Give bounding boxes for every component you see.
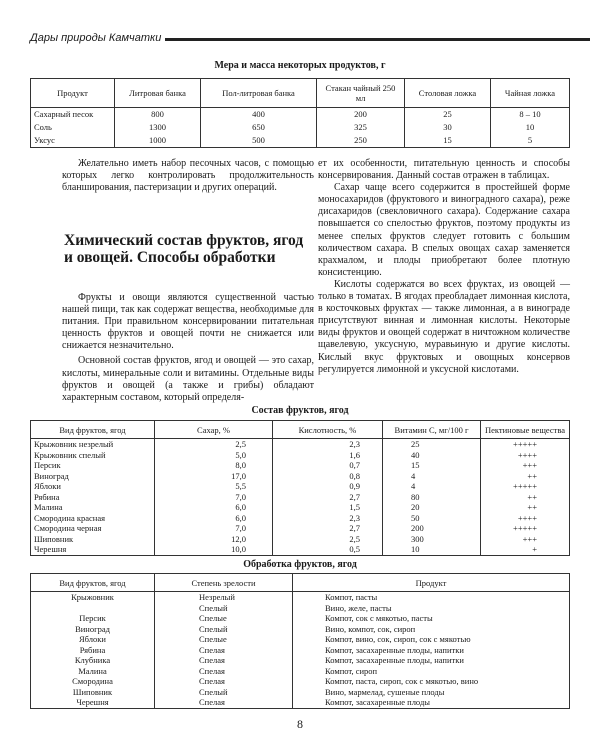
column-header: Продукт bbox=[31, 79, 115, 108]
table-cell: Виноград bbox=[31, 624, 155, 635]
table-cell: Крыжовник bbox=[31, 592, 155, 603]
table-row bbox=[31, 645, 570, 656]
table-row bbox=[31, 634, 570, 645]
table-row bbox=[31, 450, 570, 461]
table-cell bbox=[31, 603, 155, 614]
table-cell: 200 bbox=[383, 523, 481, 534]
table-cell: 200 bbox=[317, 108, 405, 122]
table-cell: Уксус bbox=[31, 134, 115, 148]
table-cell: 300 bbox=[383, 534, 481, 545]
table-cell: Смородина черная bbox=[31, 523, 155, 534]
table-cell: Спелая bbox=[155, 697, 293, 708]
table-cell: 7,0 bbox=[155, 523, 273, 534]
table-row bbox=[31, 676, 570, 687]
table-cell: 1300 bbox=[115, 121, 201, 134]
paragraph: Сахар чаще всего содержится в простейшей форме моносахаридов (фруктового и виноградного сахара), реже дисахаридов (свекловичного сахара). Содержание сахара повышается со спелостью фруктов, поэтому продукты из менее спелых фруктов следует готовить с большим количеством сахара. В спелых овощах сахар заменяется крахмалом, и плоды приобретают более плотную консистенцию. bbox=[318, 182, 570, 278]
table-cell: Шиповник bbox=[31, 687, 155, 698]
table-cell: 6,0 bbox=[155, 502, 273, 513]
table-cell: 1,5 bbox=[273, 502, 383, 513]
left-column-lower bbox=[62, 292, 314, 404]
table-row bbox=[31, 134, 570, 148]
table-row bbox=[31, 544, 570, 555]
table-cell: 2,7 bbox=[273, 523, 383, 534]
table-cell: 2,7 bbox=[273, 492, 383, 503]
table-cell: 8 – 10 bbox=[491, 108, 570, 122]
column-header: Литровая банка bbox=[115, 79, 201, 108]
table-cell: 325 bbox=[317, 121, 405, 134]
table-cell: 40 bbox=[383, 450, 481, 461]
table-cell: 15 bbox=[405, 134, 491, 148]
table-row bbox=[31, 121, 570, 134]
table-cell: 250 bbox=[317, 134, 405, 148]
table-cell: Виноград bbox=[31, 471, 155, 482]
table-row bbox=[31, 666, 570, 677]
table-cell: Спелый bbox=[155, 624, 293, 635]
table-cell: Спелый bbox=[155, 687, 293, 698]
column-header: Вид фруктов, ягод bbox=[31, 574, 155, 592]
table-cell: +++++ bbox=[481, 523, 570, 534]
right-column bbox=[318, 158, 570, 376]
table-cell: Спелые bbox=[155, 634, 293, 645]
table-cell: Компот, пасты bbox=[293, 592, 570, 603]
table-cell: 0,8 bbox=[273, 471, 383, 482]
table-cell: Компот, засахаренные плоды, напитки bbox=[293, 645, 570, 656]
table-cell: 500 bbox=[201, 134, 317, 148]
table-cell: 20 bbox=[383, 502, 481, 513]
column-header: Вид фруктов, ягод bbox=[31, 421, 155, 439]
table-cell: Малина bbox=[31, 502, 155, 513]
table-row bbox=[31, 481, 570, 492]
table-row bbox=[31, 603, 570, 614]
column-header: Продукт bbox=[293, 574, 570, 592]
table-row bbox=[31, 492, 570, 503]
running-header bbox=[30, 34, 590, 48]
table-cell: 6,0 bbox=[155, 513, 273, 524]
table-cell: 17,0 bbox=[155, 471, 273, 482]
table-cell: 25 bbox=[405, 108, 491, 122]
table-cell: 7,0 bbox=[155, 492, 273, 503]
table-row bbox=[31, 513, 570, 524]
table-cell: 10 bbox=[383, 544, 481, 555]
table-cell: Яблоки bbox=[31, 481, 155, 492]
table-row bbox=[31, 697, 570, 708]
column-header: Сахар, % bbox=[155, 421, 273, 439]
table-cell: Компот, паста, сироп, сок с мякотью, вино bbox=[293, 676, 570, 687]
table-row bbox=[31, 471, 570, 482]
table-cell: ++ bbox=[481, 492, 570, 503]
table-cell: Спелая bbox=[155, 655, 293, 666]
table-cell: 800 bbox=[115, 108, 201, 122]
table-row bbox=[31, 592, 570, 603]
table-cell: Крыжовник спелый bbox=[31, 450, 155, 461]
table-cell: Спелый bbox=[155, 603, 293, 614]
paragraph: Желательно иметь набор песочных часов, с помощью которых легко контролировать продолжительность бланширования, пастеризации и других операций. bbox=[62, 158, 314, 194]
table-cell: +++++ bbox=[481, 439, 570, 450]
table-cell: 1000 bbox=[115, 134, 201, 148]
table-cell: Смородина красная bbox=[31, 513, 155, 524]
table-cell: Компот, сок с мякотью, пасты bbox=[293, 613, 570, 624]
table-cell: Рябина bbox=[31, 492, 155, 503]
table-cell: Вино, желе, пасты bbox=[293, 603, 570, 614]
table-cell: Яблоки bbox=[31, 634, 155, 645]
table-row bbox=[31, 534, 570, 545]
table-cell: + bbox=[481, 544, 570, 555]
table-cell: ++ bbox=[481, 471, 570, 482]
table-row bbox=[31, 439, 570, 450]
header-rule bbox=[148, 38, 590, 41]
section-title: Химический состав фруктов, ягод и овощей. Способы обработки bbox=[64, 232, 304, 266]
table-row bbox=[31, 624, 570, 635]
table-cell: Смородина bbox=[31, 676, 155, 687]
composition-table bbox=[30, 420, 570, 556]
paragraph: ет их особенности, питательную ценность и способы консервирования. Данный состав отражен в таблицах. bbox=[318, 158, 570, 182]
column-header: Пол-литровая банка bbox=[201, 79, 317, 108]
paragraph: Фрукты и овощи являются существенной частью нашей пищи, так как содержат вещества, необходимые для питания. При правильном консервировании питательная ценность фруктов и овощей почти не снижается или снижается незначительно. bbox=[62, 292, 314, 352]
table-cell: ++++ bbox=[481, 513, 570, 524]
column-header: Стакан чайный 250 мл bbox=[317, 79, 405, 108]
table-cell: 2,5 bbox=[273, 534, 383, 545]
table-cell: 0,5 bbox=[273, 544, 383, 555]
table-cell: 15 bbox=[383, 460, 481, 471]
table-cell: Малина bbox=[31, 666, 155, 677]
table-cell: 2,5 bbox=[155, 439, 273, 450]
table-cell: Шиповник bbox=[31, 534, 155, 545]
table-cell: ++++ bbox=[481, 450, 570, 461]
paragraph: Кислоты содержатся во всех фруктах, из овощей — только в томатах. В ягодах преобладает лимонная кислота, в косточковых фруктах — также лимонная, а в винограде присутствуют винная и лимонная кислоты. Некоторые виды фруктов и овощей содержат в ничтожном количестве щавелевую, уксусную, муравьиную и другие кислоты. Кислый вкус фруктовых и овощных консервов регулируется лимонной и уксусной кислотами. bbox=[318, 278, 570, 375]
table-cell: Черешня bbox=[31, 544, 155, 555]
table-row bbox=[31, 655, 570, 666]
column-header: Степень зрелости bbox=[155, 574, 293, 592]
table-cell: 80 bbox=[383, 492, 481, 503]
table-cell: +++ bbox=[481, 534, 570, 545]
table-cell: Крыжовник незрелый bbox=[31, 439, 155, 450]
table-cell: 5,5 bbox=[155, 481, 273, 492]
table-cell: Спелые bbox=[155, 613, 293, 624]
table-cell: 400 bbox=[201, 108, 317, 122]
table-cell: 1,6 bbox=[273, 450, 383, 461]
table-cell: Спелая bbox=[155, 676, 293, 687]
table-cell: ++ bbox=[481, 502, 570, 513]
table-cell: Вино, мармелад, сушеные плоды bbox=[293, 687, 570, 698]
table-cell: Вино, компот, сок, сироп bbox=[293, 624, 570, 635]
column-header: Пектиновые вещества bbox=[481, 421, 570, 439]
paragraph: Основной состав фруктов, ягод и овощей — это сахар, кислоты, минеральные соли и витамины. Отдельные виды фруктов и овощей (а также и грибы) обладают характерным составом, который определя- bbox=[62, 355, 314, 403]
table-row bbox=[31, 502, 570, 513]
table-cell: Сахарный песок bbox=[31, 108, 115, 122]
table-cell: 10 bbox=[491, 121, 570, 134]
measures-table bbox=[30, 78, 570, 148]
table-cell: 50 bbox=[383, 513, 481, 524]
table-cell: Компот, вино, сок, сироп, сок с мякотью bbox=[293, 634, 570, 645]
table-cell: Соль bbox=[31, 121, 115, 134]
table-cell: Незрелый bbox=[155, 592, 293, 603]
table3-caption: Обработка фруктов, ягод bbox=[243, 559, 357, 570]
table-row bbox=[31, 613, 570, 624]
table-cell: Компот, засахаренные плоды, напитки bbox=[293, 655, 570, 666]
table-cell: 8,0 bbox=[155, 460, 273, 471]
page-number: 8 bbox=[297, 717, 303, 731]
table-cell: Рябина bbox=[31, 645, 155, 656]
table-cell: Компот, засахаренные плоды bbox=[293, 697, 570, 708]
table-cell: Клубника bbox=[31, 655, 155, 666]
table-cell: 10,0 bbox=[155, 544, 273, 555]
table-cell: Спелая bbox=[155, 666, 293, 677]
table-row bbox=[31, 460, 570, 471]
table-cell: 25 bbox=[383, 439, 481, 450]
table-cell: Спелая bbox=[155, 645, 293, 656]
column-header: Кислотность, % bbox=[273, 421, 383, 439]
table-cell: Черешня bbox=[31, 697, 155, 708]
table-cell: 5,0 bbox=[155, 450, 273, 461]
table-cell: 0,9 bbox=[273, 481, 383, 492]
table-row bbox=[31, 687, 570, 698]
table-cell: 4 bbox=[383, 481, 481, 492]
table-cell: +++++ bbox=[481, 481, 570, 492]
left-column bbox=[62, 158, 314, 194]
table-cell: 0,7 bbox=[273, 460, 383, 471]
table-cell: 2,3 bbox=[273, 513, 383, 524]
table-cell: 2,3 bbox=[273, 439, 383, 450]
table-cell: +++ bbox=[481, 460, 570, 471]
table-cell: 4 bbox=[383, 471, 481, 482]
processing-table bbox=[30, 573, 570, 709]
table-cell: 650 bbox=[201, 121, 317, 134]
table-cell: 12,0 bbox=[155, 534, 273, 545]
column-header: Чайная ложка bbox=[491, 79, 570, 108]
table2-caption: Состав фруктов, ягод bbox=[251, 405, 349, 416]
table-row bbox=[31, 108, 570, 122]
table-cell: Компот, сироп bbox=[293, 666, 570, 677]
table1-caption: Мера и масса некоторых продуктов, г bbox=[214, 60, 386, 71]
column-header: Витамин С, мг/100 г bbox=[383, 421, 481, 439]
table-cell: 5 bbox=[491, 134, 570, 148]
column-header: Столовая ложка bbox=[405, 79, 491, 108]
table-cell: 30 bbox=[405, 121, 491, 134]
table-cell: Персик bbox=[31, 613, 155, 624]
header-title: Дары природы Камчатки bbox=[30, 32, 165, 44]
table-row bbox=[31, 523, 570, 534]
table-cell: Персик bbox=[31, 460, 155, 471]
